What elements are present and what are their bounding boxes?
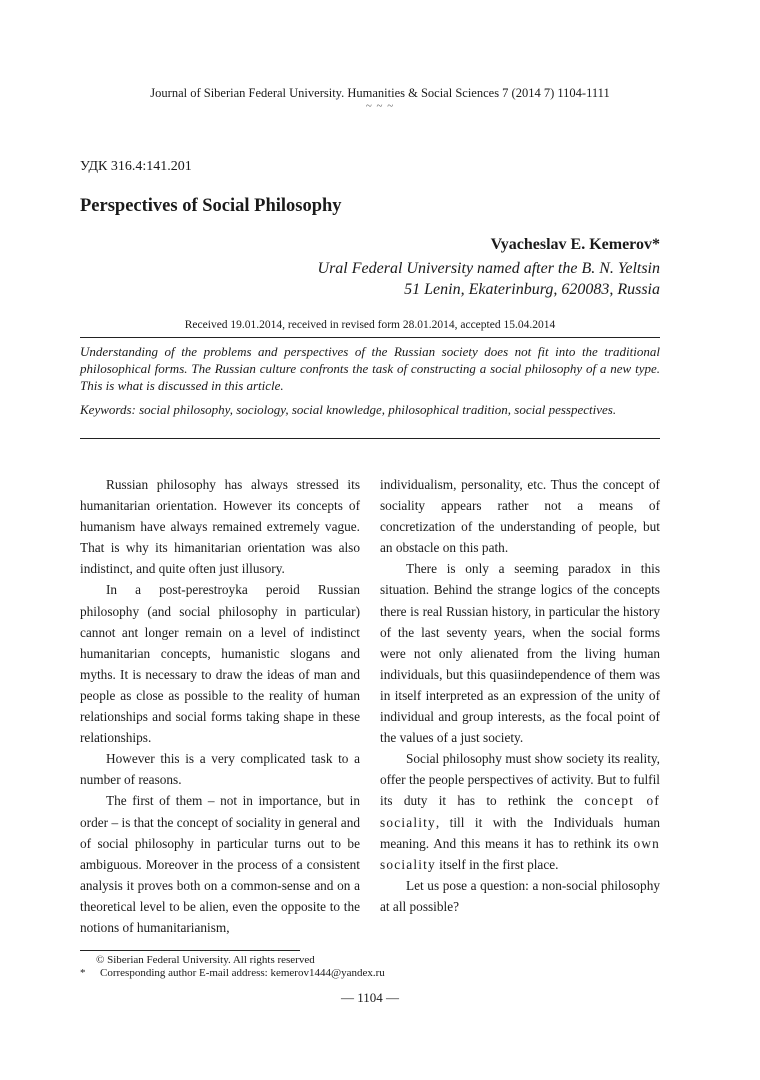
abstract-bottom-rule (80, 438, 660, 439)
spaced-emphasis: own sociality (380, 835, 660, 872)
copyright-footnote: © Siberian Federal University. All rights reserved (96, 954, 315, 966)
received-dates: Received 19.01.2014, received in revised form 28.01.2014, accepted 15.04.2014 (184, 319, 556, 331)
author-affiliation (318, 258, 660, 300)
keywords: Keywords: social philosophy, sociology, social knowledge, philosophical tradition, social pesspectives. (80, 402, 617, 417)
text-run: Social philosophy must show society its reality, offer the people perspectives of activity. But to fulfil its duty it has to rethink the (380, 751, 660, 809)
affiliation-line-2: 51 Lenin, Ekaterinburg, 620083, Russia (404, 281, 660, 298)
footnote-rule (80, 950, 300, 951)
paragraph: Let us pose a question: a non-social philosophy at all possible? (380, 877, 660, 914)
abstract-top-rule (80, 337, 660, 338)
abstract: Understanding of the problems and perspectives of the Russian society does not fit into the traditional philosophical forms. The Russian culture confronts the task of constructing a social philosophy of a new type. This is what is discussed in this article. (80, 344, 660, 393)
body-column-left (80, 474, 360, 938)
author-name: Vyacheslav E. Kemerov* (490, 236, 660, 253)
footnote-marker: * (80, 967, 86, 979)
header-separator: ~ ~ ~ (365, 100, 395, 112)
udk-code: УДК 316.4:141.201 (80, 159, 192, 174)
paragraph: The first of them – not in importance, but in order – is that the concept of sociality in general and of social philosophy in particular turns out to be ambiguous. Moreover in the process of a consistent analysis it proves both on a common-sense and on a theoretical level to be alien, even the opposite to the notions of humanitarianism, (80, 793, 360, 935)
paragraph-continued: individualism, personality, etc. Thus the concept of sociality appears rather not a means of concretization of the understanding of people, but an obstacle on this path. (380, 477, 660, 556)
paragraph: However this is a very complicated task to a number of reasons. (80, 751, 360, 788)
article-title: Perspectives of Social Philosophy (80, 196, 342, 216)
corresponding-email: Corresponding author E-mail address: kemerov1444@yandex.ru (100, 967, 385, 979)
spaced-emphasis: concept of sociality (380, 793, 660, 830)
journal-header: Journal of Siberian Federal University. Humanities & Social Sciences 7 (2014 7) 1104-1111 (150, 86, 610, 100)
text-run: , till it with the Individuals human meaning. And this means it has to rethink its (380, 814, 660, 851)
paragraph: There is only a seeming paradox in this situation. Behind the strange logics of the concepts there is real Russian history, in particular the history of the last seventy years, when the social forms were not only alienated from the living human individuals, but this quasiindependence of them was in itself interpreted as an expression of the unity of individual and group interests, as the focal point of the values of a just society. (380, 561, 660, 746)
page-number: — 1104 — (340, 990, 400, 1005)
text-run: itself in the first place. (435, 856, 559, 872)
paragraph: In a post-perestroyka peroid Russian philosophy (and social philosophy in particular) cannot ant longer remain on a level of indistinct humanitarian concepts, humanistic slogans and myths. It is necessary to draw the ideas of man and people as close as possible to the reality of human relationships and social forms taking shape in these relationships. (80, 582, 360, 746)
paragraph: Russian philosophy has always stressed its humanitarian orientation. However its concepts of humanism have always remained extremely vague. That is why its himanitarian orientation was also indistinct, and quite often just illusory. (80, 477, 360, 577)
corresponding-footnote (80, 967, 385, 979)
paragraph (380, 748, 660, 875)
affiliation-line-1: Ural Federal University named after the B. N. Yeltsin (317, 260, 660, 277)
body-column-right (380, 474, 660, 917)
